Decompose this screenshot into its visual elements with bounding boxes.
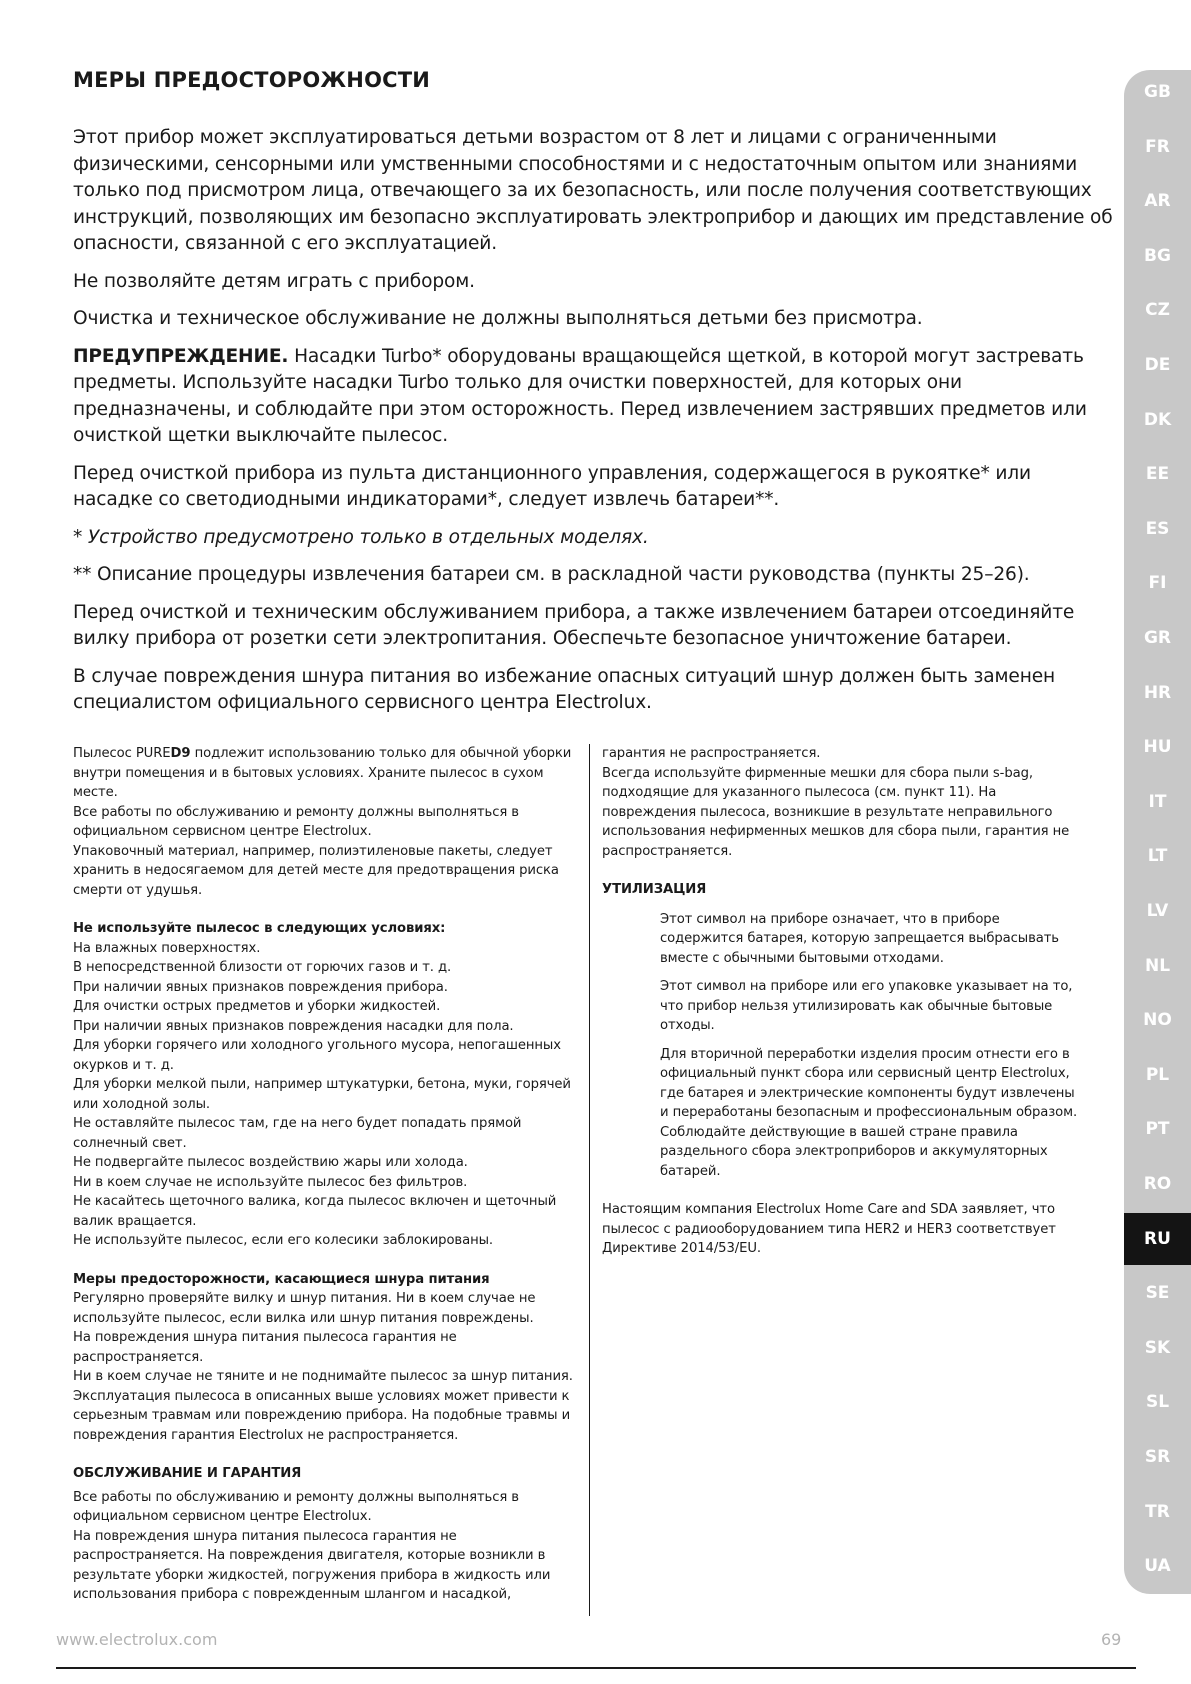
list-item: При наличии явных признаков повреждения насадки для пола. bbox=[73, 1018, 514, 1034]
intro-section bbox=[73, 125, 1113, 728]
language-tab-ee[interactable]: EE bbox=[1145, 464, 1170, 485]
model-suffix: D9 bbox=[170, 746, 191, 761]
section-heading-warranty: ОБСЛУЖИВАНИЕ И ГАРАНТИЯ bbox=[73, 1466, 302, 1481]
model-prefix: Пылесос PURE bbox=[73, 746, 171, 761]
intro-paragraph: Не позволяйте детям играть с прибором. bbox=[73, 270, 475, 292]
warranty-list bbox=[73, 1488, 578, 1605]
language-tab-cz[interactable]: CZ bbox=[1145, 300, 1170, 321]
language-tab-ro[interactable]: RO bbox=[1143, 1174, 1172, 1194]
language-tab-sr[interactable]: SR bbox=[1144, 1447, 1171, 1467]
list-item: Не касайтесь щеточного валика, когда пылесос включен и щеточный валик вращается. bbox=[73, 1194, 557, 1229]
language-tab-no[interactable]: NO bbox=[1143, 1010, 1172, 1031]
language-tab-hu[interactable]: HU bbox=[1143, 737, 1172, 758]
warning-text: Насадки Turbo* оборудованы вращающейся щеткой, в которой могут застревать предметы. Используйте насадки Turbo только для очистки поверхностей, для которых они предназначены, и соблюдайте при этом осторожность. Перед извлечением застрявших предметов или очисткой щетки выключайте пылесос. bbox=[73, 345, 1087, 446]
dust-bag-paragraph: Всегда используйте фирменные мешки для сбора пыли s-bag, подходящие для указанного пылесоса (см. пункт 11). На повреждения пылесоса, возникшие в результате неправильного использования нефирменных мешков для сбора пыли, гарантия не распространяется. bbox=[602, 765, 1070, 859]
weee-symbol-note: Этот символ на приборе или его упаковке указывает на то, что прибор нельзя утилизировать как обычные бытовые отходы. bbox=[660, 979, 1073, 1033]
language-tab-de[interactable]: DE bbox=[1144, 355, 1171, 375]
intro-paragraph: Перед очисткой и техническим обслуживанием прибора, а также извлечением батареи отсоединяйте вилку прибора от розетки сети электропитания. Обеспечьте безопасное уничтожение батареи. bbox=[73, 601, 1075, 649]
list-item: Не используйте пылесос, если его колесики заблокированы. bbox=[73, 1233, 494, 1248]
usage-text: подлежит использованию только для обычной уборки внутри помещения и в бытовых условиях. Храните пылесос в сухом месте. bbox=[73, 746, 572, 800]
list-item: При наличии явных признаков повреждения прибора. bbox=[73, 979, 448, 995]
language-tab-gr[interactable]: GR bbox=[1143, 628, 1172, 648]
language-tab-ru[interactable]: RU bbox=[1124, 1213, 1191, 1265]
section-heading-conditions: Не используйте пылесос в следующих условиях: bbox=[73, 921, 446, 936]
conditions-list bbox=[73, 939, 578, 1251]
footnote: ** Описание процедуры извлечения батареи см. в раскладной части руководства (пункты 25–26). bbox=[73, 564, 1030, 585]
language-tab-fr[interactable]: FR bbox=[1145, 136, 1170, 157]
list-item: Ни в коем случае не тяните и не поднимайте пылесос за шнур питания. bbox=[73, 1369, 573, 1384]
section-heading-cord: Меры предосторожности, касающиеся шнура питания bbox=[73, 1271, 490, 1287]
list-item: Эксплуатация пылесоса в описанных выше условиях может привести к серьезным травмам или повреждению прибора. На подобные травмы и повреждения гарантия Electrolux не распространяется. bbox=[73, 1388, 571, 1443]
language-tab-gb[interactable]: GB bbox=[1144, 82, 1171, 102]
section-heading-disposal: УТИЛИЗАЦИЯ bbox=[602, 882, 707, 897]
usage-paragraph bbox=[73, 744, 578, 803]
footer-divider bbox=[56, 1667, 1136, 1669]
packaging-paragraph: Упаковочный материал, например, полиэтиленовые пакеты, следует хранить в недосягаемом для детей месте для предотвращения риска смерти от удушья. bbox=[73, 843, 559, 898]
list-item: На влажных поверхностях. bbox=[73, 940, 261, 956]
language-tab-tr[interactable]: TR bbox=[1145, 1501, 1170, 1522]
warning-paragraph bbox=[73, 344, 1113, 450]
language-tab-ua[interactable]: UA bbox=[1144, 1556, 1171, 1577]
footer-url[interactable]: www.electrolux.com bbox=[56, 1630, 218, 1649]
declaration-paragraph: Настоящим компания Electrolux Home Care and SDA заявляет, что пылесос с радиооборудованием типа HER2 и HER3 соответствует Директиве 2014/53/EU. bbox=[602, 1202, 1056, 1256]
service-paragraph: Все работы по обслуживанию и ремонту должны выполняться в официальном сервисном центре Electrolux. bbox=[73, 804, 519, 839]
cord-list bbox=[73, 1289, 578, 1445]
language-tab-fi[interactable]: FI bbox=[1148, 573, 1167, 594]
list-item: Не оставляйте пылесос там, где на него будет попадать прямой солнечный свет. bbox=[73, 1116, 522, 1151]
list-item: Для очистки острых предметов и уборки жидкостей. bbox=[73, 999, 441, 1014]
language-tab-sk[interactable]: SK bbox=[1144, 1337, 1171, 1358]
recycling-note: Для вторичной переработки изделия просим отнести его в официальный пункт сбора или сервисный центр Electrolux, где батарея и электрические компоненты будут извлечены и переработаны безопасным и профессиональным образом. Соблюдайте действующие в вашей стране правила раздельного сбора электроприборов и аккумуляторных батарей. bbox=[660, 1046, 1078, 1179]
list-item: Регулярно проверяйте вилку и шнур питания. Ни в коем случае не используйте пылесос, если вилка или шнур питания повреждены. bbox=[73, 1291, 536, 1326]
list-item: Ни в коем случае не используйте пылесос без фильтров. bbox=[73, 1174, 468, 1190]
intro-paragraph: В случае повреждения шнура питания во избежание опасных ситуаций шнур должен быть заменен специалистом официального сервисного центра Electrolux. bbox=[73, 665, 1055, 713]
intro-paragraph: Очистка и техническое обслуживание не должны выполняться детьми без присмотра. bbox=[73, 308, 923, 329]
list-item: Для уборки горячего или холодного угольного мусора, непогашенных окурков и т. д. bbox=[73, 1038, 561, 1073]
language-tab-lv[interactable]: LV bbox=[1146, 901, 1169, 921]
footnote: * Устройство предусмотрено только в отдельных моделях. bbox=[73, 526, 649, 548]
language-tab-pt[interactable]: PT bbox=[1145, 1119, 1170, 1140]
list-item: На повреждения шнура питания пылесоса гарантия не распространяется. На повреждения двигателя, которые возникли в результате уборки жидкостей, погружения прибора в жидкость или использования прибора с поврежденным шлангом и насадкой, bbox=[73, 1528, 551, 1602]
left-column bbox=[73, 744, 578, 1605]
warning-label: ПРЕДУПРЕЖДЕНИЕ. bbox=[73, 345, 289, 367]
language-tab-nl[interactable]: NL bbox=[1144, 955, 1171, 976]
battery-symbol-note: Этот символ на приборе означает, что в приборе содержится батарея, которую запрещается выбрасывать вместе с обычными бытовыми отходами. bbox=[660, 911, 1059, 966]
column-divider bbox=[589, 744, 590, 1616]
intro-paragraph: Этот прибор может эксплуатироваться детьми возрастом от 8 лет и лицами с ограниченными физическими, сенсорными или умственными способностями и с недостаточным опытом или знаниями только под присмотром лица, отвечающего за их безопасность, или после получения соответствующих инструкций, позволяющих им безопасно эксплуатировать электроприбор и дающих им представление об опасности, связанной с его эксплуатацией. bbox=[73, 127, 1113, 254]
list-item: На повреждения шнура питания пылесоса гарантия не распространяется. bbox=[73, 1330, 457, 1365]
page-number: 69 bbox=[1101, 1630, 1122, 1649]
language-tab-es[interactable]: ES bbox=[1145, 518, 1170, 539]
language-tab-lt[interactable]: LT bbox=[1147, 846, 1168, 867]
page-title: МЕРЫ ПРЕДОСТОРОЖНОСТИ bbox=[73, 68, 431, 92]
right-column bbox=[602, 744, 1082, 1259]
list-item: Для уборки мелкой пыли, например штукатурки, бетона, муки, горячей или холодной золы. bbox=[73, 1077, 571, 1112]
language-tab-dk[interactable]: DK bbox=[1143, 409, 1172, 430]
warranty-continuation: гарантия не распространяется. bbox=[602, 746, 821, 761]
language-tab-sl[interactable]: SL bbox=[1145, 1392, 1170, 1413]
language-tab-se[interactable]: SE bbox=[1145, 1283, 1170, 1304]
language-tab-bg[interactable]: BG bbox=[1144, 245, 1171, 266]
list-item: В непосредственной близости от горючих газов и т. д. bbox=[73, 960, 452, 975]
language-tab-pl[interactable]: PL bbox=[1145, 1064, 1170, 1085]
language-tab-it[interactable]: IT bbox=[1148, 791, 1167, 812]
list-item: Все работы по обслуживанию и ремонту должны выполняться в официальном сервисном центре Electrolux. bbox=[73, 1489, 519, 1524]
list-item: Не подвергайте пылесос воздействию жары или холода. bbox=[73, 1155, 468, 1170]
language-tab-hr[interactable]: HR bbox=[1143, 682, 1172, 703]
language-tab-ar[interactable]: AR bbox=[1144, 191, 1171, 212]
intro-paragraph: Перед очисткой прибора из пульта дистанционного управления, содержащегося в рукоятке* или насадке со светодиодными индикаторами*, следует извлечь батареи**. bbox=[73, 462, 1031, 510]
